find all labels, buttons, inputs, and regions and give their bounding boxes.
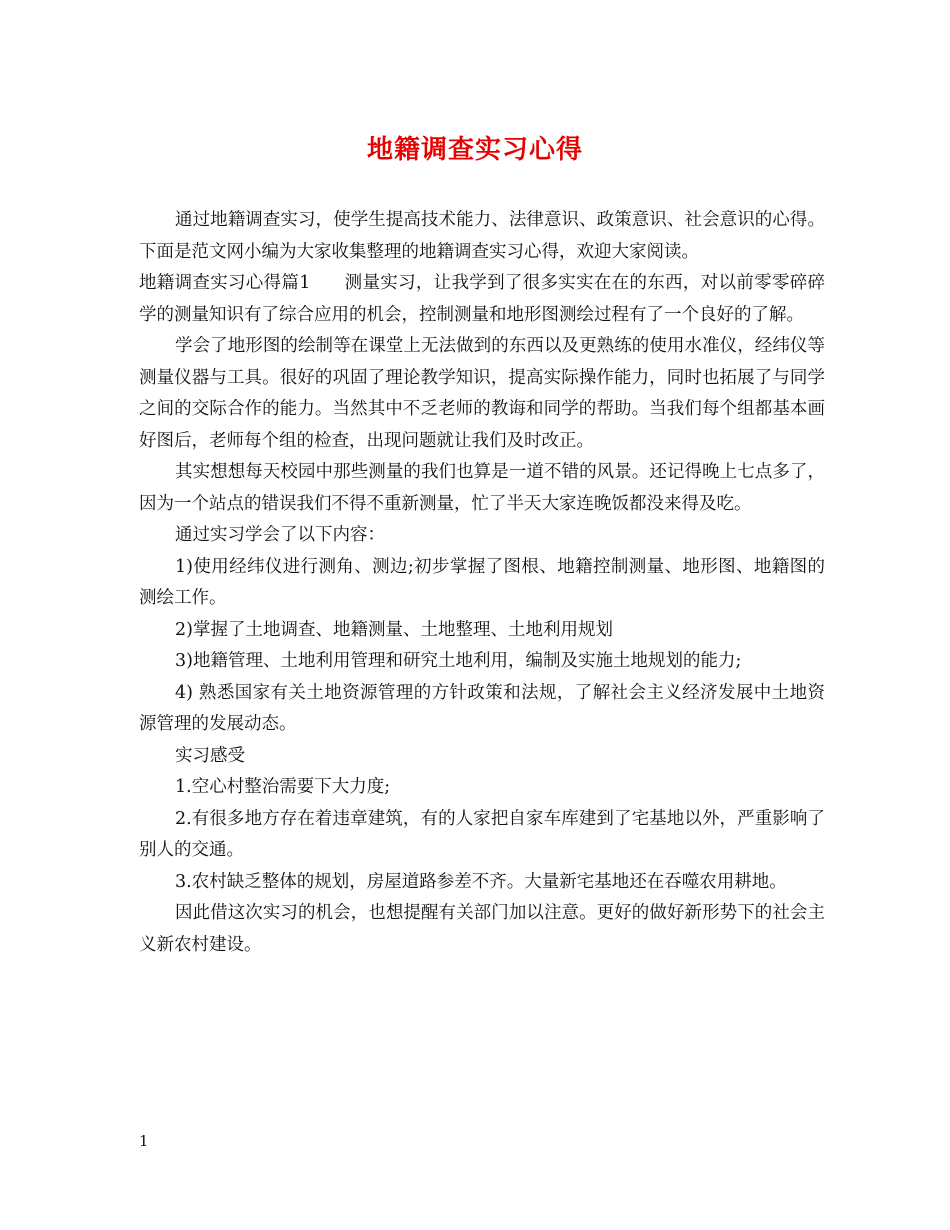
section-first-text: 测量实习，让我学到了很多实实在在的东西，对以前零零碎碎学的测量知识有了综合应用的机会，控制测量和地形图测绘过程有了一个良好的了解。	[139, 273, 826, 325]
page-number: 1	[139, 1132, 149, 1150]
paragraph: 通过实习学会了以下内容：	[175, 525, 385, 545]
document-title: 地籍调查实习心得	[366, 135, 583, 165]
paragraph: 学会了地形图的绘制等在课堂上无法做到的东西以及更熟练的使用水准仪，经纬仪等测量仪器与工具。很好的巩固了理论教学知识，提高实际操作能力，同时也拓展了与同学之间的交际合作的能力。当然其中不乏老师的教诲和同学的帮助。当我们每个组都基本画好图后，老师每个组的检查，出现问题就让我们及时改正。	[139, 336, 825, 451]
list-item: 2.有很多地方存在着违章建筑，有的人家把自家车库建到了宅基地以外，严重影响了别人的交通。	[139, 808, 825, 860]
paragraph: 其实想想每天校园中那些测量的我们也算是一道不错的风景。还记得晚上七点多了，因为一个站点的错误我们不得不重新测量，忙了半天大家连晚饭都没来得及吃。	[139, 462, 825, 514]
list-item: 4) 熟悉国家有关土地资源管理的方针政策和法规，了解社会主义经济发展中土地资源管理的发展动态。	[139, 682, 825, 734]
list-item: 1.空心村整治需要下大力度;	[175, 777, 391, 797]
list-item: 3.农村缺乏整体的规划，房屋道路参差不齐。大量新宅基地还在吞噬农用耕地。	[175, 871, 787, 892]
list-item: 2)掌握了土地调查、地籍测量、土地整理、土地利用规划	[175, 619, 613, 640]
paragraph: 因此借这次实习的机会，也想提醒有关部门加以注意。更好的做好新形势下的社会主义新农村建设。	[139, 903, 825, 955]
list-item: 3)地籍管理、土地利用管理和研究土地利用，编制及实施土地规划的能力;	[175, 651, 742, 671]
section-first-paragraph	[139, 268, 825, 331]
intro-paragraph: 通过地籍调查实习，使学生提高技术能力、法律意识、政策意识、社会意识的心得。下面是范文网小编为大家收集整理的地籍调查实习心得，欢迎大家阅读。	[139, 210, 825, 262]
subheading: 实习感受	[175, 745, 245, 766]
list-item: 1)使用经纬仪进行测角、测边;初步掌握了图根、地籍控制测量、地形图、地籍图的测绘工作。	[139, 556, 825, 608]
section-heading: 地籍调查实习心得篇1	[139, 273, 311, 293]
document-body	[139, 205, 825, 961]
